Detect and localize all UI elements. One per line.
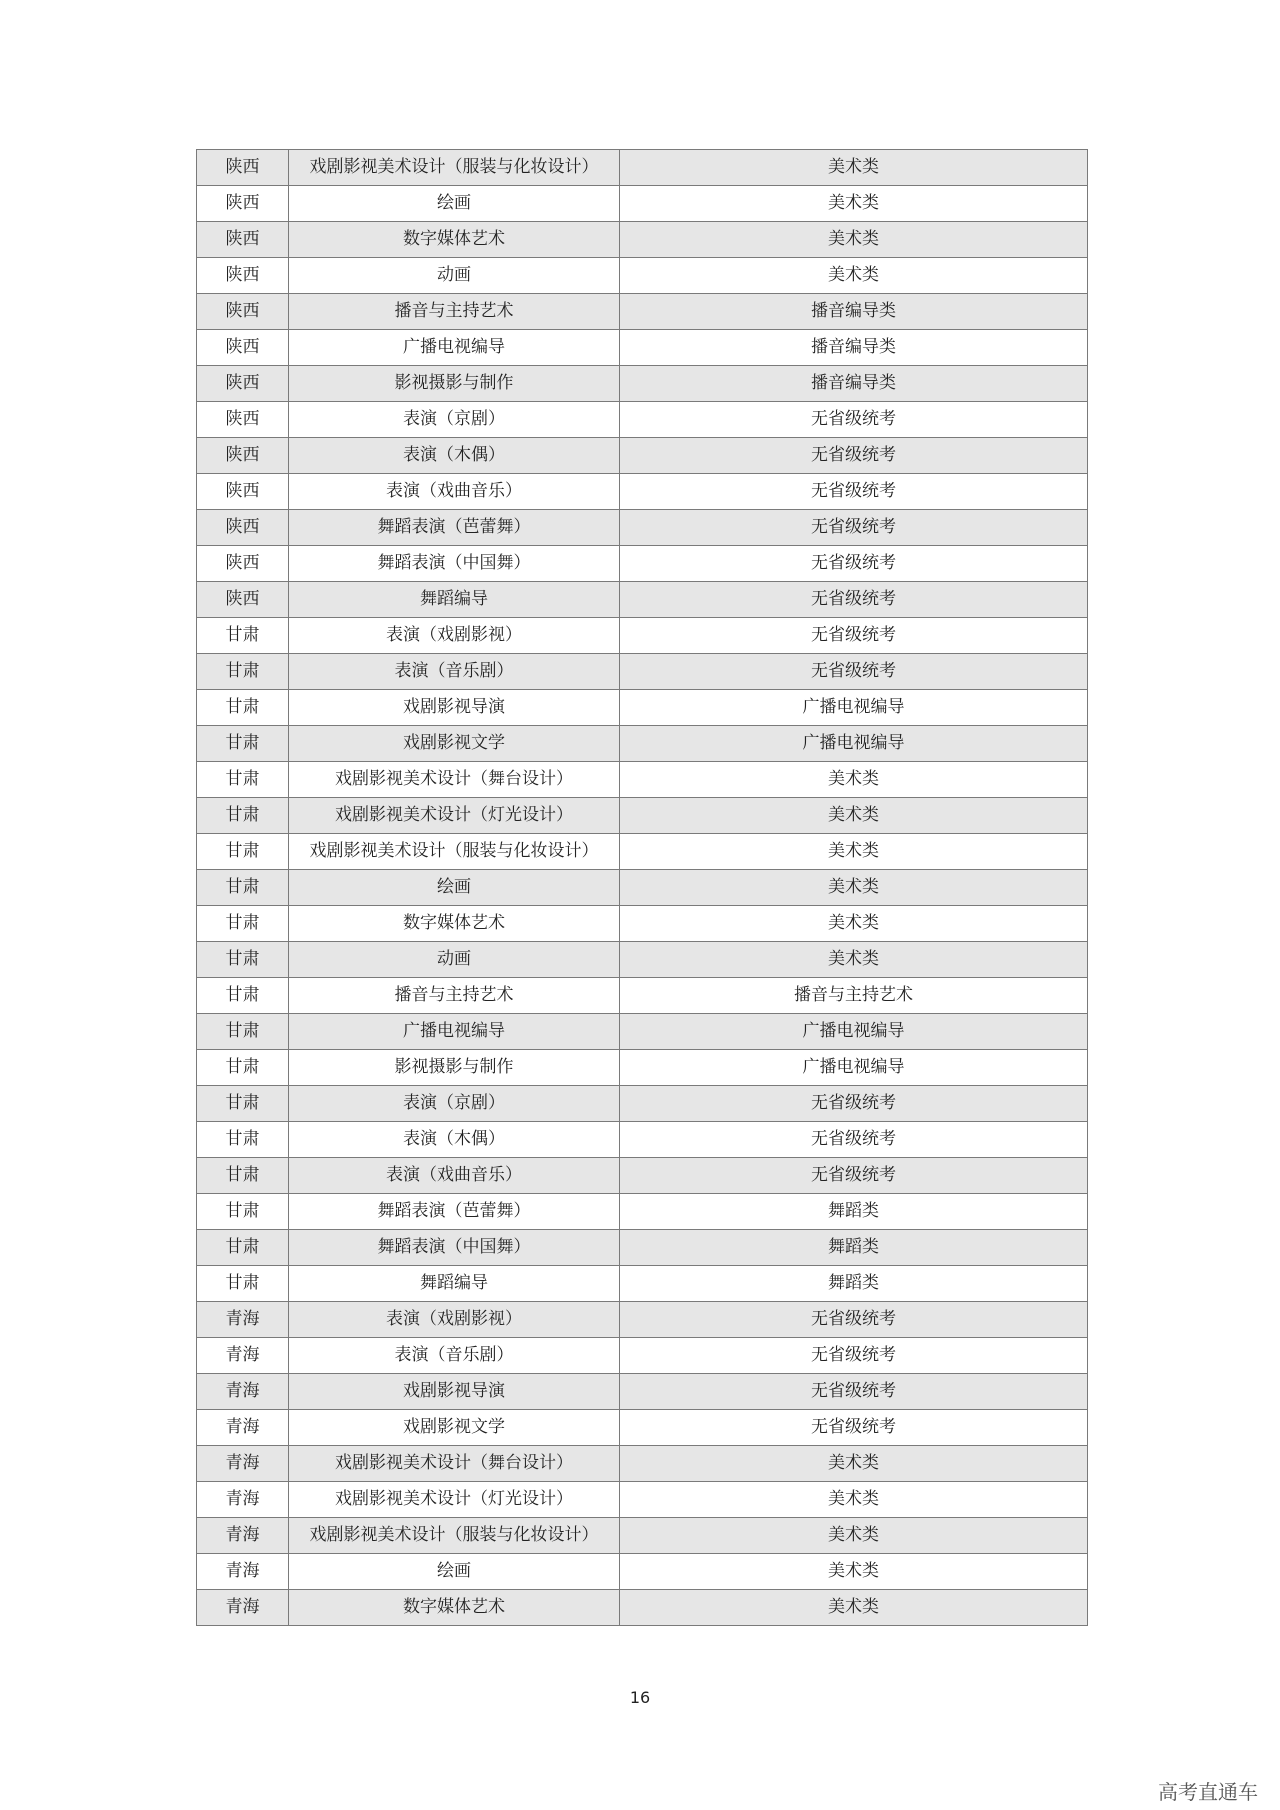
table-row	[197, 1230, 1088, 1266]
province-cell: 甘肃	[197, 690, 289, 726]
table-row	[197, 654, 1088, 690]
province-cell: 陕西	[197, 474, 289, 510]
table-row	[197, 1590, 1088, 1626]
major-cell: 绘画	[289, 870, 620, 906]
category-cell: 无省级统考	[620, 1374, 1088, 1410]
table-row	[197, 1482, 1088, 1518]
table-row	[197, 1338, 1088, 1374]
province-cell: 甘肃	[197, 762, 289, 798]
major-cell: 表演（戏剧影视）	[289, 618, 620, 654]
category-cell: 无省级统考	[620, 510, 1088, 546]
major-cell: 影视摄影与制作	[289, 366, 620, 402]
major-cell: 数字媒体艺术	[289, 222, 620, 258]
major-cell: 动画	[289, 942, 620, 978]
province-cell: 陕西	[197, 366, 289, 402]
category-cell: 美术类	[620, 258, 1088, 294]
province-cell: 甘肃	[197, 870, 289, 906]
major-cell: 动画	[289, 258, 620, 294]
major-cell: 戏剧影视美术设计（舞台设计）	[289, 762, 620, 798]
table-row	[197, 402, 1088, 438]
table-row	[197, 1266, 1088, 1302]
major-cell: 绘画	[289, 186, 620, 222]
category-cell: 无省级统考	[620, 438, 1088, 474]
table-row	[197, 510, 1088, 546]
watermark-text: 高考直通车	[1158, 1780, 1258, 1804]
category-cell: 播音编导类	[620, 330, 1088, 366]
category-cell: 广播电视编导	[620, 1014, 1088, 1050]
province-cell: 甘肃	[197, 1086, 289, 1122]
province-cell: 陕西	[197, 582, 289, 618]
province-cell: 甘肃	[197, 1014, 289, 1050]
table-row	[197, 870, 1088, 906]
category-cell: 广播电视编导	[620, 726, 1088, 762]
province-cell: 甘肃	[197, 1266, 289, 1302]
major-cell: 舞蹈编导	[289, 1266, 620, 1302]
table-row	[197, 294, 1088, 330]
table-row	[197, 546, 1088, 582]
category-cell: 美术类	[620, 870, 1088, 906]
major-cell: 舞蹈表演（中国舞）	[289, 546, 620, 582]
major-cell: 戏剧影视导演	[289, 1374, 620, 1410]
major-cell: 表演（木偶）	[289, 438, 620, 474]
table-row	[197, 798, 1088, 834]
major-cell: 舞蹈表演（中国舞）	[289, 1230, 620, 1266]
province-cell: 甘肃	[197, 1158, 289, 1194]
category-cell: 舞蹈类	[620, 1266, 1088, 1302]
category-cell: 无省级统考	[620, 1086, 1088, 1122]
major-cell: 绘画	[289, 1554, 620, 1590]
category-cell: 无省级统考	[620, 618, 1088, 654]
major-cell: 播音与主持艺术	[289, 978, 620, 1014]
category-cell: 美术类	[620, 798, 1088, 834]
major-cell: 戏剧影视美术设计（服装与化妆设计）	[289, 1518, 620, 1554]
major-cell: 舞蹈表演（芭蕾舞）	[289, 510, 620, 546]
table-row	[197, 150, 1088, 186]
table-row	[197, 726, 1088, 762]
category-cell: 美术类	[620, 186, 1088, 222]
province-cell: 青海	[197, 1374, 289, 1410]
table-row	[197, 1410, 1088, 1446]
province-cell: 甘肃	[197, 978, 289, 1014]
category-cell: 美术类	[620, 942, 1088, 978]
table-row	[197, 1554, 1088, 1590]
major-cell: 戏剧影视美术设计（灯光设计）	[289, 798, 620, 834]
province-cell: 甘肃	[197, 726, 289, 762]
province-cell: 甘肃	[197, 1230, 289, 1266]
major-cell: 广播电视编导	[289, 330, 620, 366]
table-row	[197, 186, 1088, 222]
category-cell: 美术类	[620, 1518, 1088, 1554]
table-row	[197, 1518, 1088, 1554]
major-cell: 戏剧影视美术设计（服装与化妆设计）	[289, 834, 620, 870]
province-cell: 陕西	[197, 546, 289, 582]
province-cell: 陕西	[197, 186, 289, 222]
province-cell: 青海	[197, 1482, 289, 1518]
table-row	[197, 330, 1088, 366]
table-row	[197, 978, 1088, 1014]
category-cell: 播音编导类	[620, 366, 1088, 402]
province-cell: 青海	[197, 1302, 289, 1338]
table-row	[197, 762, 1088, 798]
major-cell: 数字媒体艺术	[289, 1590, 620, 1626]
province-cell: 青海	[197, 1446, 289, 1482]
province-cell: 陕西	[197, 222, 289, 258]
major-cell: 戏剧影视美术设计（服装与化妆设计）	[289, 150, 620, 186]
category-cell: 无省级统考	[620, 546, 1088, 582]
table-row	[197, 258, 1088, 294]
major-cell: 舞蹈表演（芭蕾舞）	[289, 1194, 620, 1230]
major-cell: 表演（戏曲音乐）	[289, 1158, 620, 1194]
category-cell: 无省级统考	[620, 474, 1088, 510]
category-cell: 无省级统考	[620, 1122, 1088, 1158]
province-cell: 陕西	[197, 258, 289, 294]
major-cell: 表演（音乐剧）	[289, 654, 620, 690]
major-cell: 舞蹈编导	[289, 582, 620, 618]
province-cell: 甘肃	[197, 942, 289, 978]
table-row	[197, 1050, 1088, 1086]
table-row	[197, 834, 1088, 870]
province-cell: 甘肃	[197, 618, 289, 654]
category-cell: 无省级统考	[620, 654, 1088, 690]
province-cell: 甘肃	[197, 798, 289, 834]
table-row	[197, 618, 1088, 654]
table-row	[197, 1446, 1088, 1482]
major-cell: 戏剧影视文学	[289, 1410, 620, 1446]
category-cell: 美术类	[620, 906, 1088, 942]
table-row	[197, 1302, 1088, 1338]
category-cell: 舞蹈类	[620, 1230, 1088, 1266]
table-row	[197, 1086, 1088, 1122]
province-cell: 甘肃	[197, 1122, 289, 1158]
category-cell: 无省级统考	[620, 1158, 1088, 1194]
category-cell: 广播电视编导	[620, 1050, 1088, 1086]
province-cell: 陕西	[197, 438, 289, 474]
province-cell: 青海	[197, 1518, 289, 1554]
category-cell: 无省级统考	[620, 582, 1088, 618]
category-cell: 无省级统考	[620, 1410, 1088, 1446]
table-row	[197, 1194, 1088, 1230]
category-cell: 美术类	[620, 1446, 1088, 1482]
major-cell: 广播电视编导	[289, 1014, 620, 1050]
major-cell: 影视摄影与制作	[289, 1050, 620, 1086]
category-cell: 播音与主持艺术	[620, 978, 1088, 1014]
table-row	[197, 366, 1088, 402]
table-row	[197, 438, 1088, 474]
major-cell: 戏剧影视导演	[289, 690, 620, 726]
major-cell: 表演（戏剧影视）	[289, 1302, 620, 1338]
province-cell: 青海	[197, 1590, 289, 1626]
province-cell: 甘肃	[197, 654, 289, 690]
table-row	[197, 1014, 1088, 1050]
table-body	[197, 150, 1088, 1626]
category-cell: 无省级统考	[620, 1338, 1088, 1374]
category-cell: 美术类	[620, 1590, 1088, 1626]
table-row	[197, 582, 1088, 618]
category-cell: 无省级统考	[620, 402, 1088, 438]
category-cell: 广播电视编导	[620, 690, 1088, 726]
major-cell: 表演（戏曲音乐）	[289, 474, 620, 510]
province-cell: 陕西	[197, 294, 289, 330]
table-row	[197, 1374, 1088, 1410]
major-cell: 表演（京剧）	[289, 402, 620, 438]
province-cell: 青海	[197, 1338, 289, 1374]
major-cell: 表演（京剧）	[289, 1086, 620, 1122]
province-cell: 陕西	[197, 402, 289, 438]
category-cell: 舞蹈类	[620, 1194, 1088, 1230]
major-cell: 戏剧影视美术设计（灯光设计）	[289, 1482, 620, 1518]
category-cell: 美术类	[620, 834, 1088, 870]
province-cell: 陕西	[197, 330, 289, 366]
province-cell: 甘肃	[197, 1194, 289, 1230]
major-cell: 表演（木偶）	[289, 1122, 620, 1158]
category-cell: 无省级统考	[620, 1302, 1088, 1338]
page-number: 16	[629, 1688, 651, 1707]
category-cell: 美术类	[620, 222, 1088, 258]
province-cell: 陕西	[197, 510, 289, 546]
province-cell: 甘肃	[197, 906, 289, 942]
table-row	[197, 906, 1088, 942]
table-row	[197, 222, 1088, 258]
major-table	[196, 149, 1088, 1626]
category-cell: 美术类	[620, 150, 1088, 186]
major-cell: 数字媒体艺术	[289, 906, 620, 942]
major-cell: 戏剧影视文学	[289, 726, 620, 762]
table-row	[197, 942, 1088, 978]
province-cell: 青海	[197, 1410, 289, 1446]
category-cell: 播音编导类	[620, 294, 1088, 330]
province-cell: 陕西	[197, 150, 289, 186]
table-row	[197, 1158, 1088, 1194]
major-cell: 戏剧影视美术设计（舞台设计）	[289, 1446, 620, 1482]
province-cell: 甘肃	[197, 834, 289, 870]
table-row	[197, 474, 1088, 510]
category-cell: 美术类	[620, 1554, 1088, 1590]
province-cell: 甘肃	[197, 1050, 289, 1086]
table-row	[197, 1122, 1088, 1158]
category-cell: 美术类	[620, 1482, 1088, 1518]
category-cell: 美术类	[620, 762, 1088, 798]
table-row	[197, 690, 1088, 726]
major-cell: 播音与主持艺术	[289, 294, 620, 330]
major-cell: 表演（音乐剧）	[289, 1338, 620, 1374]
province-cell: 青海	[197, 1554, 289, 1590]
